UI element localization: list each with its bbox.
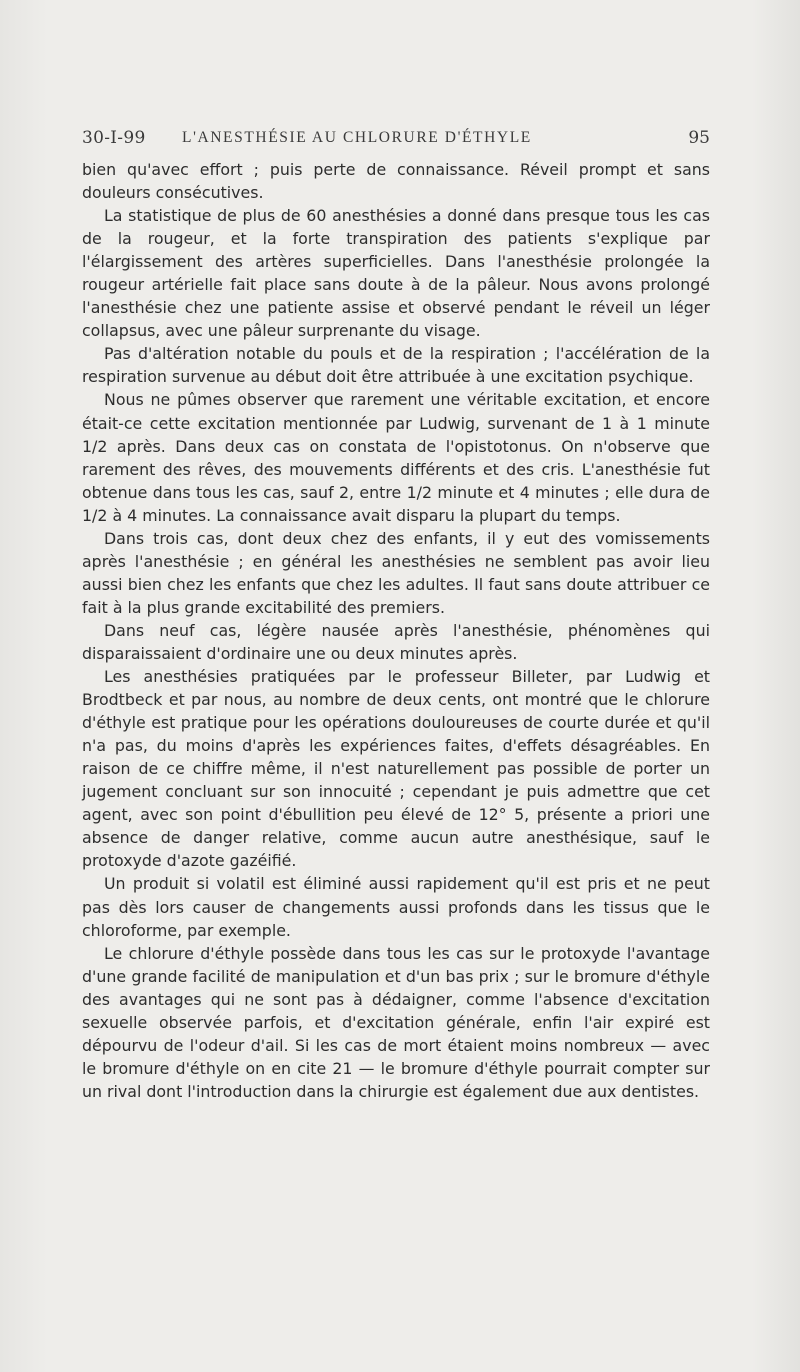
paragraph-pulse-respiration: Pas d'altération notable du pouls et de la respiration ; l'accélération de la respiration survenue au début doit être attribuée à une excitation psychique.	[82, 344, 710, 387]
running-header	[82, 128, 710, 152]
paragraph-elimination: Un produit si volatil est éliminé aussi rapidement qu'il est pris et ne peut pas dès lors causer de changements aussi profonds dans les tissus que le chloroforme, par exemple.	[82, 874, 710, 940]
page-number: 95	[688, 128, 710, 148]
running-title: L'ANESTHÉSIE AU CHLORURE D'ÉTHYLE	[182, 129, 532, 146]
paragraph-excitation: Nous ne pûmes observer que rarement une véritable excitation, et encore était-ce cette excitation mentionnée par Ludwig, survenant de 1 à 1 minute 1/2 après. Dans deux cas on constata de l'opistotonus. On n'observe que rarement des rêves, des mouvements différents et des cris. L'anesthésie fut obtenue dans tous les cas, sauf 2, entre 1/2 minute et 4 minutes ; elle dura de 1/2 à 4 minutes. La connaissance avait disparu la plupart du temps.	[82, 390, 710, 525]
paragraph-advantages: Le chlorure d'éthyle possède dans tous les cas sur le protoxyde l'avantage d'une grande facilité de manipulation et d'un bas prix ; sur le bromure d'éthyle des avantages qui ne sont pas à dédaigner, comme l'absence d'excitation sexuelle observée parfois, et d'excitation générale, enfin l'air expiré est dépourvu de l'odeur d'ail. Si les cas de mort étaient moins nombreux — avec le bromure d'éthyle on en cite 21 — le bromure d'éthyle pourrait compter sur un rival dont l'introduction dans la chirurgie est également due aux dentistes.	[82, 943, 710, 1101]
paragraph-billeter-results: Les anesthésies pratiquées par le professeur Billeter, par Ludwig et Brodtbeck et par nous, au nombre de deux cents, ont montré que le chlorure d'éthyle est pratique pour les opérations douloureuses de courte durée et qu'il n'a pas, du moins d'après les expériences faites, d'effets désagréables. En raison de ce chiffre même, il n'est naturellement pas possible de porter un jugement concluant sur son innocuité ; cependant je puis admettre que cet agent, avec son point d'ébullition peu élevé de 12° 5, présente a priori une absence de danger relative, comme aucun autre anesthésique, sauf le protoxyde d'azote gazéifié.	[82, 667, 710, 871]
body-text	[82, 158, 710, 1103]
header-date: 30-I-99	[82, 128, 146, 148]
paragraph-continued: bien qu'avec effort ; puis perte de connaissance. Réveil prompt et sans douleurs consécutives.	[82, 160, 710, 203]
paragraph-nausea: Dans neuf cas, légère nausée après l'anesthésie, phénomènes qui disparaissaient d'ordinaire une ou deux minutes après.	[82, 620, 710, 663]
paragraph-statistics: La statistique de plus de 60 anesthésies a donné dans presque tous les cas de la rougeur, et la forte transpiration des patients s'explique par l'élargissement des artères superficielles. Dans l'anesthésie prolongée la rougeur artérielle fait place sans doute à de la pâleur. Nous avons prolongé l'anesthésie chez une patiente assise et observé pendant le réveil un léger collapsus, avec une pâleur surprenante du visage.	[82, 206, 710, 341]
paragraph-vomiting: Dans trois cas, dont deux chez des enfants, il y eut des vomissements après l'anesthésie ; en général les anesthésies ne semblent pas avoir lieu aussi bien chez les enfants que chez les adultes. Il faut sans doute attribuer ce fait à la plus grande excitabilité des premiers.	[82, 528, 710, 617]
